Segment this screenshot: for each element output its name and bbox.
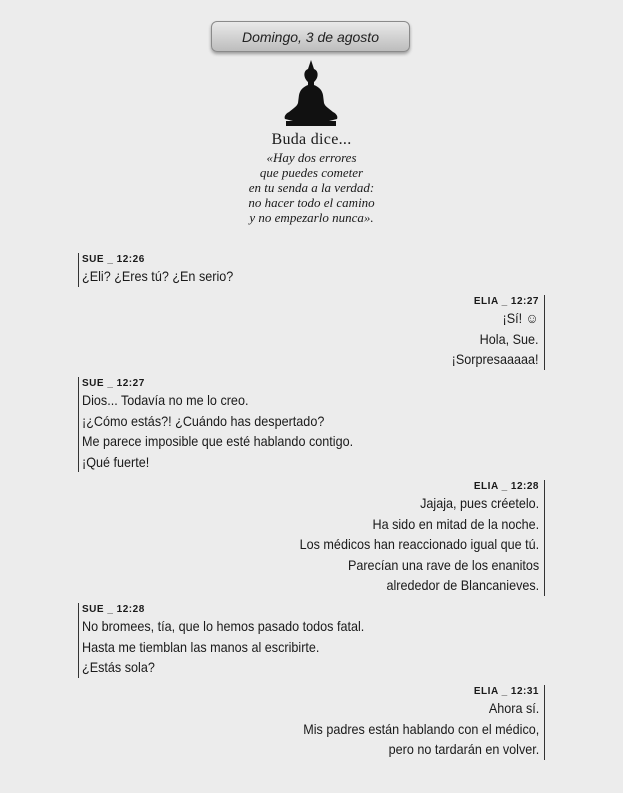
- chat-message-sue: [78, 253, 250, 287]
- chat-message-sue: [78, 603, 396, 678]
- message-sender: ELIA _ 12:28: [473, 481, 539, 492]
- message-sender: SUE _ 12:26: [82, 254, 145, 265]
- quote-line: que puedes cometer: [259, 165, 364, 180]
- message-text: ¿Estás sola?: [82, 659, 155, 675]
- message-text: Hasta me tiemblan las manos al escribirte.: [82, 638, 320, 655]
- quote-line: y no empezarlo nunca».: [249, 210, 374, 225]
- quote-line: en tu senda a la verdad:: [248, 180, 375, 195]
- quote-line: no hacer todo el camino: [248, 195, 375, 210]
- message-text: Ahora sí.: [488, 700, 539, 716]
- buddha-icon: [283, 60, 339, 126]
- quote-title: Buda dice...: [271, 131, 352, 148]
- message-text: ¡Qué fuerte!: [82, 453, 150, 470]
- message-text: ¡Sí! ☺: [503, 310, 539, 326]
- message-sender: SUE _ 12:28: [82, 604, 145, 615]
- message-text: ¡¿Cómo estás?! ¿Cuándo has despertado?: [82, 412, 325, 429]
- message-text: Parecían una rave de los enanitos: [347, 556, 539, 573]
- date-header: Domingo, 3 de agosto: [211, 21, 410, 52]
- message-text: No bromees, tía, que lo hemos pasado todos fatal.: [82, 618, 365, 634]
- message-text: pero no tardarán en volver.: [388, 741, 539, 757]
- message-sender: ELIA _ 12:27: [473, 296, 539, 307]
- message-text: ¿Eli? ¿Eres tú? ¿En serio?: [82, 268, 234, 284]
- quote-block: [150, 131, 473, 225]
- message-text: Me parece imposible que esté hablando contigo.: [82, 433, 354, 449]
- message-text: Jajaja, pues créetelo.: [419, 495, 539, 511]
- chat-message-sue: [78, 377, 383, 472]
- chat-message-elia: [442, 295, 545, 370]
- message-text: Mis padres están hablando con el médico,: [302, 720, 539, 737]
- message-text: ¡Sorpresaaaaa!: [452, 351, 539, 367]
- message-sender: SUE _ 12:27: [82, 378, 145, 389]
- message-text: alrededor de Blancanieves.: [386, 577, 539, 593]
- message-text: Ha sido en mitad de la noche.: [372, 515, 539, 532]
- message-text: Dios... Todavía no me lo creo.: [82, 392, 249, 408]
- message-text: Hola, Sue.: [480, 330, 539, 347]
- chat-message-elia: [273, 480, 545, 596]
- quote-line: «Hay dos errores: [266, 150, 357, 165]
- message-text: Los médicos han reaccionado igual que tú.: [299, 536, 539, 552]
- message-sender: ELIA _ 12:31: [473, 686, 539, 697]
- chat-message-elia: [277, 685, 545, 760]
